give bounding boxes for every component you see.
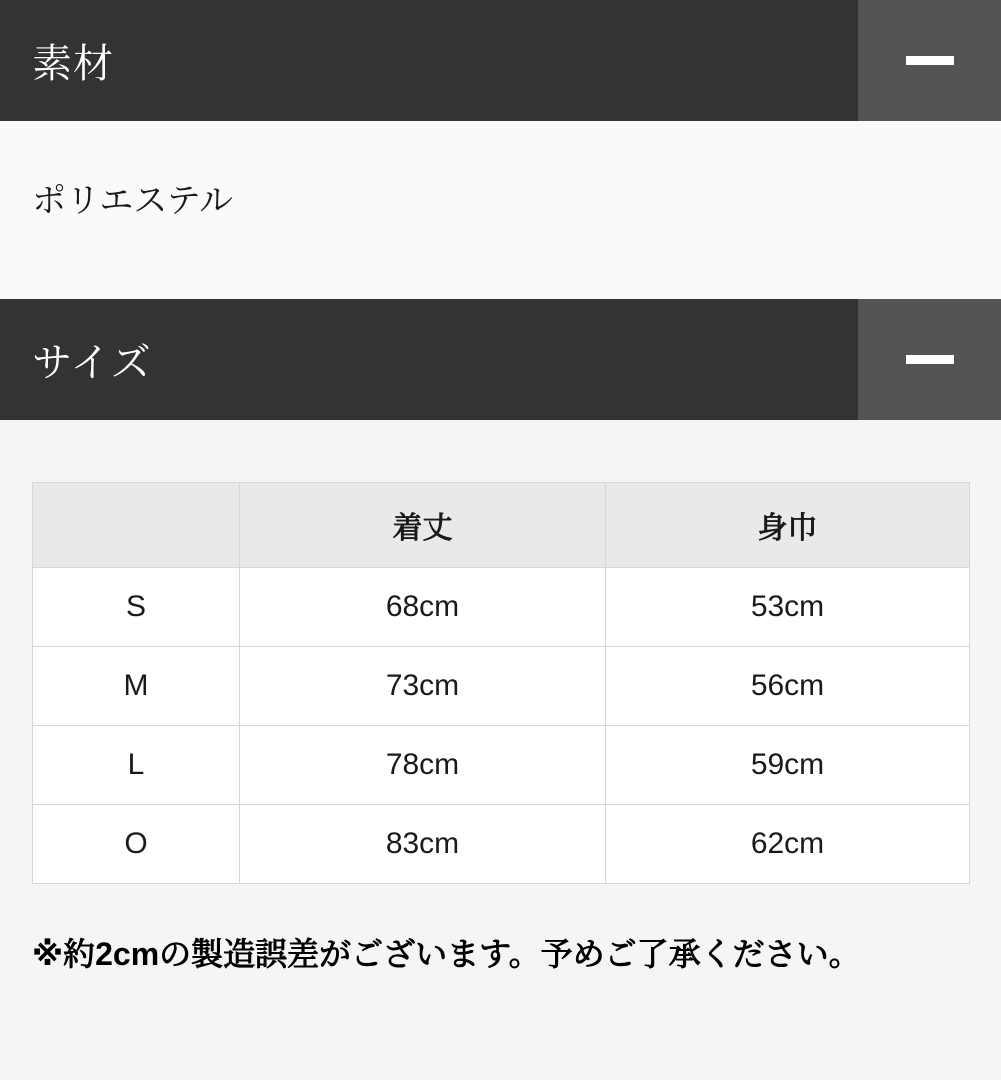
minus-icon xyxy=(906,355,954,364)
cell-length: 83cm xyxy=(240,805,606,884)
section-title-material: 素材 xyxy=(0,0,858,121)
accordion-header-size[interactable] xyxy=(0,299,1001,420)
size-note: ※約2cmの製造誤差がございます。予めご了承ください。 xyxy=(32,936,861,972)
table-row xyxy=(33,805,970,884)
table-row xyxy=(33,726,970,805)
cell-size: O xyxy=(33,805,240,884)
cell-size: M xyxy=(33,647,240,726)
table-header-cell-size xyxy=(33,483,240,568)
cell-length: 68cm xyxy=(240,568,606,647)
minus-icon xyxy=(906,56,954,65)
cell-length: 73cm xyxy=(240,647,606,726)
table-row xyxy=(33,568,970,647)
accordion-header-material[interactable] xyxy=(0,0,1001,121)
material-value: ポリエステル xyxy=(32,182,233,220)
accordion-toggle-size[interactable] xyxy=(858,299,1001,420)
section-title-size: サイズ xyxy=(0,299,858,420)
cell-size: S xyxy=(33,568,240,647)
cell-width: 53cm xyxy=(606,568,970,647)
cell-length: 78cm xyxy=(240,726,606,805)
size-section-body xyxy=(0,420,1001,1080)
size-table xyxy=(32,482,970,884)
cell-width: 59cm xyxy=(606,726,970,805)
table-header-cell-width: 身巾 xyxy=(606,483,970,568)
accordion-toggle-material[interactable] xyxy=(858,0,1001,121)
cell-width: 56cm xyxy=(606,647,970,726)
cell-size: L xyxy=(33,726,240,805)
cell-width: 62cm xyxy=(606,805,970,884)
material-section-body xyxy=(0,121,1001,299)
table-header-row xyxy=(33,483,970,568)
table-row xyxy=(33,647,970,726)
table-header-cell-length: 着丈 xyxy=(240,483,606,568)
